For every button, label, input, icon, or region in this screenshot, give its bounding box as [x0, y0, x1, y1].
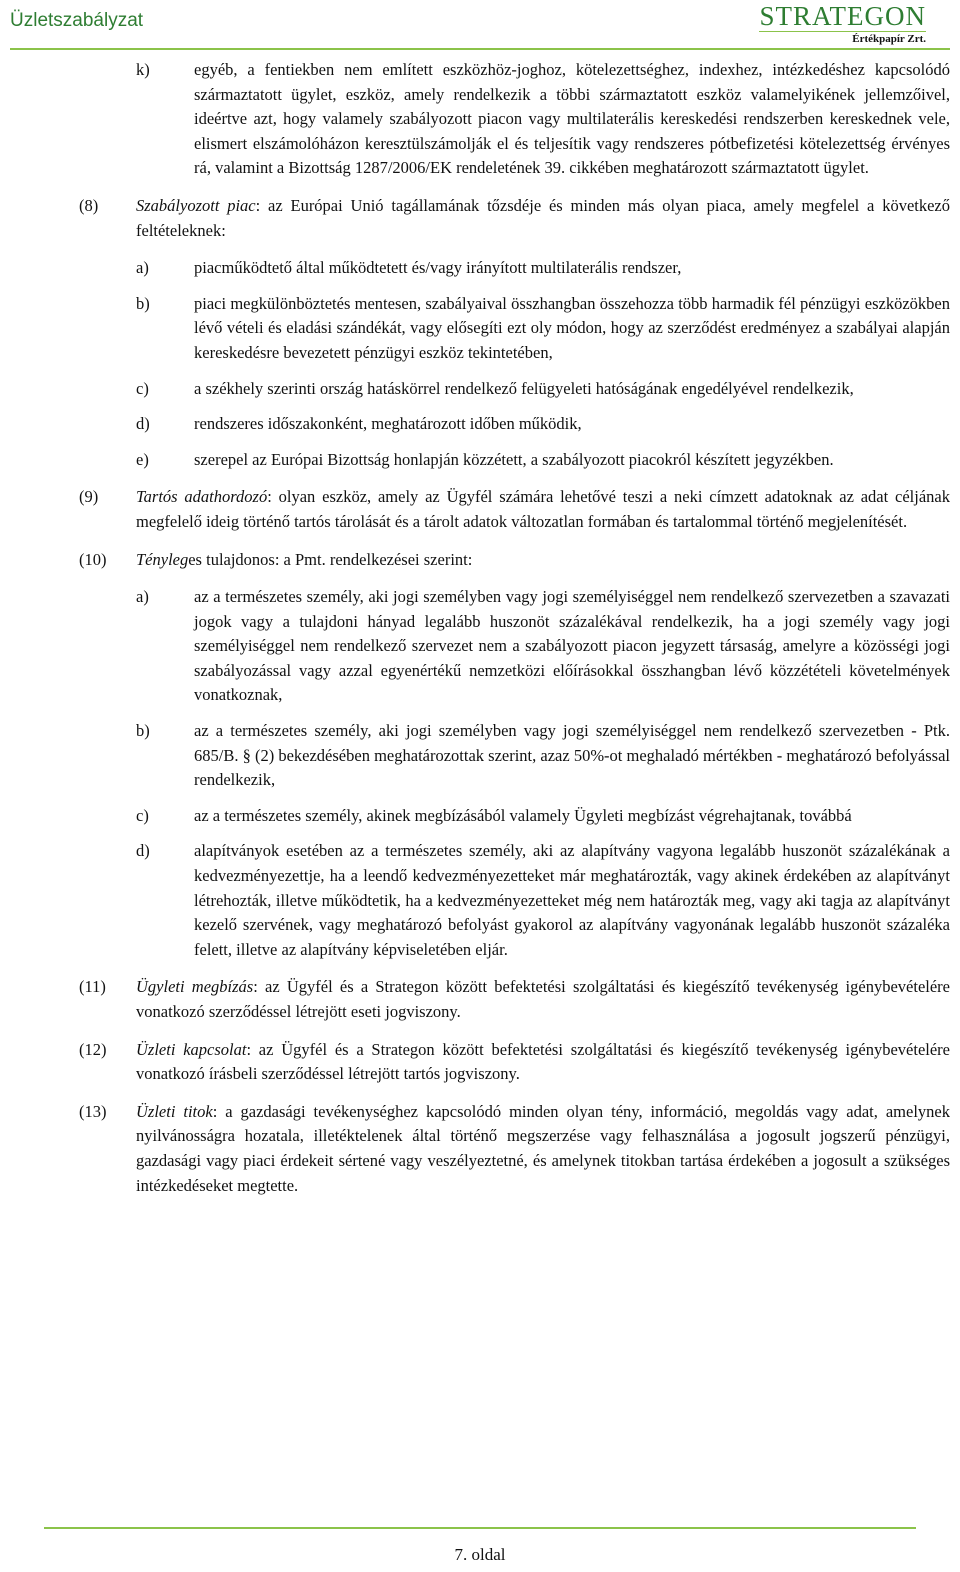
item-body: alapítványok esetében az a természetes személy, aki az alapítvány vagyona legalább huszonöt százalékának a kedvezményezettje, ha a leendő kedvezményezetteket már meghatározták, vagy akinek érdekében az alapítványt létrehozták, illetve működtetik, ha a kedvezményezetteket még nem határozták meg, vagy aki tagja az alapítványt kezelő szervének, vagy meghatározó befolyást gyakorol az alapítvány vagyonának legalább huszonöt százaléka felett, illetve az alapítvány képviseletében eljár. [194, 841, 950, 959]
item-label: d) [136, 841, 150, 861]
list-item [0, 377, 960, 402]
list-item [0, 804, 960, 829]
item-label: c) [136, 378, 149, 398]
header-divider [10, 48, 950, 50]
item-label: (8) [79, 195, 99, 215]
item-label: d) [136, 414, 150, 434]
item-body: : az Európai Unió tagállamának tőzsdéje és minden más olyan piaca, amely megfelel a következő feltételeknek: [136, 195, 950, 240]
document-body [0, 58, 960, 1198]
page-header [0, 0, 960, 48]
item-body: : olyan eszköz, amely az Ügyfél számára lehetővé teszi a neki címzett adatoknak az adat céljának megfelelő ideig történő tartós tárolását és a tárolt adatok változatlan formában és tartalommal történő megjelenítését. [136, 487, 950, 531]
logo-subtitle: Értékpapír Zrt. [852, 33, 926, 45]
item-body: az a természetes személy, akinek megbízásából valamely Ügyleti megbízást végrehajtanak, továbbá [194, 805, 852, 825]
item-label: e) [136, 449, 149, 469]
item-label: a) [136, 258, 149, 278]
item-text [0, 194, 960, 243]
item-body: a székhely szerinti ország hatáskörrel rendelkező felügyeleti hatóságának engedélyével rendelkezik, [194, 378, 854, 398]
item-label: (10) [79, 549, 107, 569]
list-item [0, 58, 960, 181]
footer-divider [44, 1527, 916, 1529]
numbered-paragraph [0, 1038, 960, 1087]
item-text [0, 548, 960, 573]
item-label: (12) [79, 1039, 107, 1059]
item-text [0, 1038, 960, 1087]
item-body: piacműködtető által működtetett és/vagy irányított multilaterális rendszer, [194, 258, 682, 278]
item-text [0, 1100, 960, 1198]
list-item [0, 256, 960, 281]
item-body: egyéb, a fentiekben nem említett eszközhöz-joghoz, kötelezettséghez, indexhez, intézkedéshez kapcsolódó származtatott ügylet, eszköz, amely rendelkezik a többi származtatott eszköz valamelyikének jellemzőivel, ideértve azt, hogy valamely szabályozott piacon vagy multilaterális kereskedési rendszerben kereskednek vele, elismert elszámolóházon keresztülszámolják el és teljesítik vagy rendszeres pótbefizetési kötelezettség érvényes rá, valamint a Bizottság 1287/2006/EK rendeletének 39. cikkében meghatározott származtatott ügylet. [194, 60, 950, 178]
item-body: rendszeres időszakonként, meghatározott időben működik, [194, 414, 582, 434]
defined-term: Ügyleti megbízás [136, 977, 254, 997]
item-body: : az Ügyfél és a Strategon között befektetési szolgáltatási és kiegészítő tevékenység igénybevételére vonatkozó írásbeli szerződéssel létrejött tartós jogviszony. [136, 1039, 950, 1084]
item-body: szerepel az Európai Bizottság honlapján közzétett, a szabályozott piacokról készített jegyzékben. [194, 449, 834, 469]
defined-term: Üzleti kapcsolat [136, 1039, 247, 1059]
item-body: : a gazdasági tevékenységhez kapcsolódó minden olyan tény, információ, megoldás vagy adat, amelynek nyilvánosságra hozatala, illetéktelenek által történő megszerzése vagy felhasználása a jogosult jogszerű pénzügyi, gazdasági vagy piaci érdekeit sértené vagy veszélyeztetné, és amelynek titokban tartása érdekében a jogosult a szükséges intézkedéseket megtette. [136, 1101, 950, 1195]
item-body: es tulajdonos: a Pmt. rendelkezései szerint: [188, 549, 473, 569]
numbered-paragraph [0, 548, 960, 573]
list-item [0, 448, 960, 473]
numbered-paragraph [0, 194, 960, 243]
list-item [0, 839, 960, 962]
defined-term: Szabályozott piac [136, 195, 256, 215]
item-label: c) [136, 805, 149, 825]
item-body: az a természetes személy, aki jogi személyben vagy jogi személyiséggel nem rendelkező szervezetben a szavazati jogok vagy a tulajdoni hányad legalább huszonöt százalékával rendelkezik, ha a jogi személy vagy jogi személyiséggel nem rendelkező szervezet nem a szabályozott piacon jegyzett társaság, amelyre a közösségi jogi szabályozással vagy azzal egyenértékű nemzetközi előírásokkal összhangban lévő közzétételi követelmények vonatkoznak, [194, 587, 950, 705]
item-label: b) [136, 721, 150, 741]
item-label: a) [136, 587, 149, 607]
list-item [0, 585, 960, 708]
item-body: : az Ügyfél és a Strategon között befektetési szolgáltatási és kiegészítő tevékenység igénybevételére vonatkozó szerződéssel létrejött eseti jogviszony. [136, 977, 950, 1021]
item-label: b) [136, 293, 150, 313]
numbered-paragraph [0, 975, 960, 1024]
item-text [0, 485, 960, 534]
logo-wordmark: STRATEGON [759, 1, 926, 31]
item-label: (9) [79, 487, 99, 507]
list-item [0, 412, 960, 437]
defined-term: Tényleg [136, 549, 189, 569]
defined-term: Tartós adathordozó [136, 487, 268, 507]
list-item [0, 292, 960, 366]
strategon-logo [759, 2, 926, 45]
document-title: Üzletszabályzat [10, 10, 144, 31]
defined-term: Üzleti titok [136, 1101, 213, 1121]
item-text [0, 975, 960, 1024]
page-number: 7. oldal [454, 1545, 506, 1564]
item-body: az a természetes személy, aki jogi személyben vagy jogi személyiséggel nem rendelkező szervezetben - Ptk. 685/B. § (2) bekezdésében meghatározottak szerint, azaz 50%-ot meghaladó mértékben - meghatározó befolyással rendelkezik, [194, 721, 950, 790]
numbered-paragraph [0, 1100, 960, 1198]
numbered-paragraph [0, 485, 960, 534]
item-body: piaci megkülönböztetés mentesen, szabályaival összhangban összehozza több harmadik fél pénzügyi eszközökben lévő vételi és eladási szándékát, vagy elősegíti ezt oly módon, hogy az szerződést eredményez a szabályai alapján kereskedésre bevezetett pénzügyi eszköz tekintetében, [194, 293, 950, 362]
item-label: (11) [79, 977, 106, 997]
logo-rule [759, 31, 926, 32]
list-item [0, 719, 960, 793]
item-label: (13) [79, 1101, 107, 1121]
item-label: k) [136, 60, 150, 79]
